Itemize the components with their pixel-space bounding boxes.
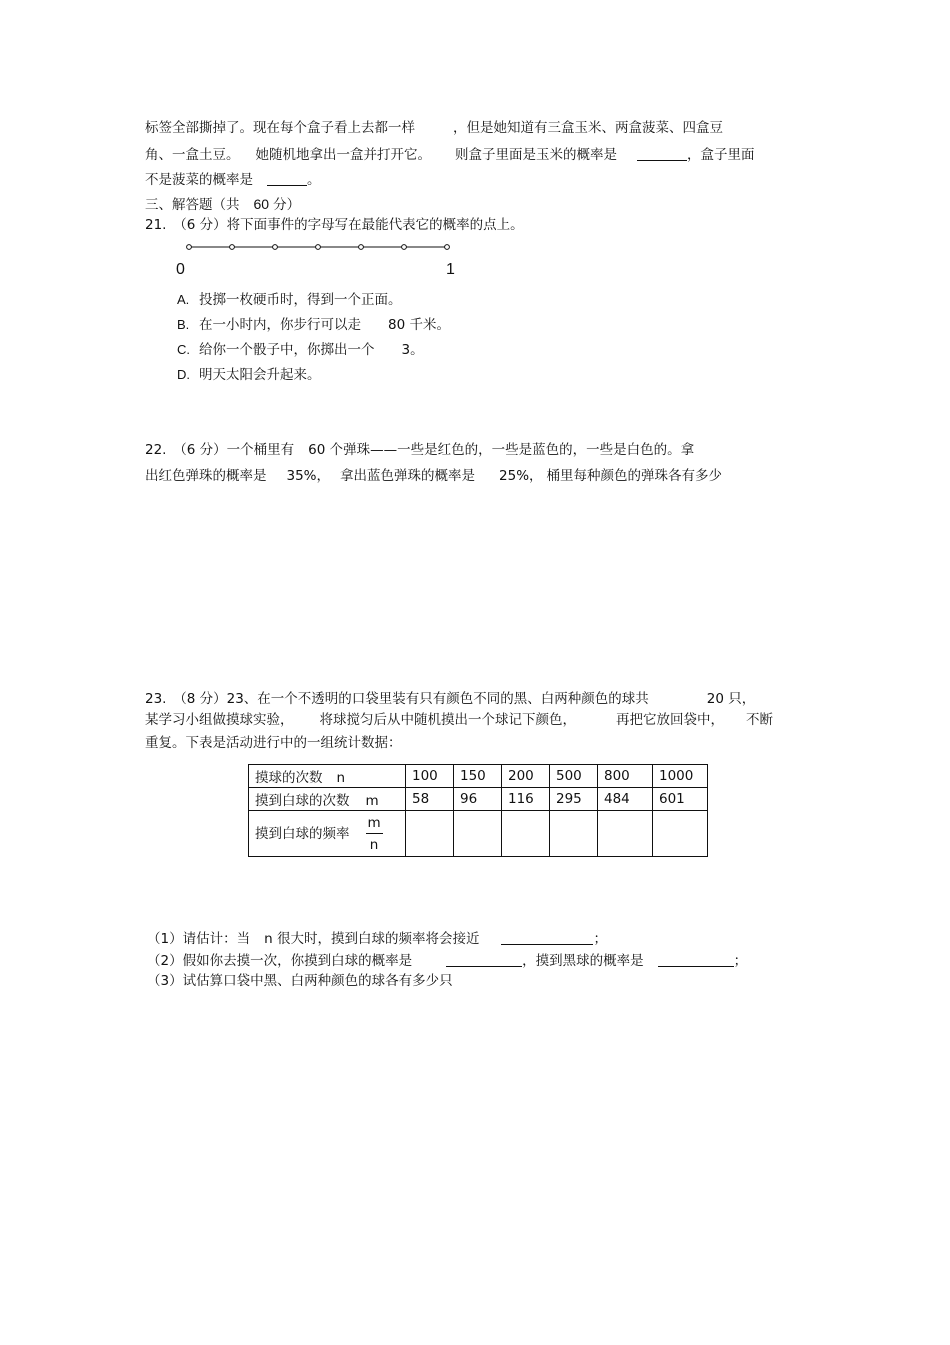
- axis-label-end: 1: [446, 261, 455, 278]
- q22-line-2: [145, 470, 722, 484]
- section-unit: 分）: [273, 197, 301, 213]
- intro-text: 不是菠菜的概率是: [145, 172, 253, 188]
- option-text: 明天太阳会升起来。: [199, 367, 321, 383]
- number-line-point[interactable]: [445, 245, 450, 250]
- q23-text: 20 只，: [706, 691, 756, 707]
- q22-text: 22. （6 分）一个桶里有: [145, 442, 295, 458]
- section-title: 三、解答题（共: [145, 197, 240, 213]
- answer-blank-black[interactable]: [658, 953, 734, 967]
- q21-stem: 21. （6 分）将下面事件的字母写在最能代表它的概率的点上。: [145, 217, 524, 233]
- fraction-denominator: n: [369, 836, 379, 853]
- q23-text: 将球搅匀后从中随机摸出一个球记下颜色，: [319, 712, 576, 728]
- q22-text: 桶里每种颜色的弹珠各有多少: [546, 468, 723, 484]
- option-text: 在一小时内，你步行可以走 80 千米。: [199, 317, 450, 333]
- sub-text: ；: [593, 931, 607, 947]
- number-line-point[interactable]: [230, 245, 235, 250]
- intro-line-2: [145, 147, 755, 163]
- sub-text: n 很大时，摸到白球的频率将会接近: [264, 931, 480, 947]
- intro-text: 她随机地拿出一盒并打开它。: [255, 147, 431, 163]
- intro-text: 标签全部撕掉了。现在每个盒子看上去都一样: [145, 120, 415, 136]
- intro-text: ，但是她知道有三盒玉米、两盒菠菜、四盒豆: [453, 120, 723, 136]
- table-row: [249, 811, 708, 857]
- fraction-numerator: m: [366, 815, 383, 834]
- q23-line-2: [145, 714, 773, 728]
- option-letter: A.: [177, 292, 190, 307]
- intro-text: ，盒子里面: [687, 147, 755, 163]
- table-cell: 100: [406, 765, 454, 788]
- table-cell: 295: [550, 788, 598, 811]
- table-cell-empty[interactable]: [406, 811, 454, 857]
- section-score: 60: [253, 196, 270, 212]
- number-line-point[interactable]: [359, 245, 364, 250]
- q23-text: 某学习小组做摸球实验，: [145, 712, 294, 728]
- number-line-point[interactable]: [187, 245, 192, 250]
- table-cell-empty[interactable]: [454, 811, 502, 857]
- table-cell: 96: [454, 788, 502, 811]
- answer-blank-frequency[interactable]: [501, 931, 593, 945]
- sub-text: （1）请估计：当: [147, 931, 251, 947]
- option-text: 给你一个骰子中，你掷出一个 3。: [199, 342, 424, 358]
- q22-text: 拿出蓝色弹珠的概率是: [340, 468, 476, 484]
- table-cell: 500: [550, 765, 598, 788]
- intro-text: 角、一盒土豆。: [145, 147, 240, 163]
- sub-text: ；: [733, 953, 748, 969]
- q23-text: 23. （8 分）23、在一个不透明的口袋里装有只有颜色不同的黑、白两种颜色的球共: [145, 691, 649, 707]
- statistics-table: [248, 764, 708, 857]
- fraction: [366, 815, 383, 853]
- table-row: [249, 788, 708, 811]
- table-cell: 1000: [653, 765, 708, 788]
- q23-text: 不断: [746, 712, 773, 728]
- q21-option-b: [177, 318, 450, 333]
- table-cell: 200: [502, 765, 550, 788]
- q21-option-d: [177, 368, 321, 383]
- q22-text: 35%，: [286, 468, 331, 484]
- number-line-point[interactable]: [402, 245, 407, 250]
- option-letter: B.: [177, 317, 190, 332]
- q21-option-a: [177, 293, 402, 308]
- intro-text: 则盒子里面是玉米的概率是: [455, 147, 617, 163]
- q22-text: 25%，: [499, 468, 543, 484]
- number-line-point[interactable]: [273, 245, 278, 250]
- table-cell: 150: [454, 765, 502, 788]
- label-text: 摸球的次数: [255, 770, 323, 786]
- table-cell-empty[interactable]: [550, 811, 598, 857]
- q23-sub-1: [147, 931, 607, 947]
- option-text: 投掷一枚硬币时，得到一个正面。: [199, 292, 402, 308]
- label-text: 摸到白球的次数: [255, 793, 350, 809]
- q23-line-3: 重复。下表是活动进行中的一组统计数据：: [145, 735, 402, 751]
- table-cell-empty[interactable]: [598, 811, 653, 857]
- q23-sub-3: （3）试估算口袋中黑、白两种颜色的球各有多少只: [147, 973, 453, 989]
- option-letter: C.: [177, 342, 190, 357]
- intro-text: 。: [307, 172, 321, 188]
- table-cell: 601: [653, 788, 708, 811]
- table-cell-empty[interactable]: [653, 811, 708, 857]
- table-row-label: [249, 765, 406, 788]
- table-cell: 116: [502, 788, 550, 811]
- number-line-point[interactable]: [316, 245, 321, 250]
- q23-line-1: [145, 693, 755, 707]
- label-var: n: [336, 770, 346, 786]
- section-heading: [145, 197, 300, 213]
- table-cell-empty[interactable]: [502, 811, 550, 857]
- option-letter: D.: [177, 367, 190, 382]
- probability-number-line: [183, 240, 455, 254]
- q22-text: 出红色弹珠的概率是: [145, 468, 267, 484]
- q21-option-c: [177, 343, 424, 358]
- label-var: m: [365, 793, 379, 809]
- answer-blank-corn[interactable]: [637, 147, 687, 161]
- table-row: [249, 765, 708, 788]
- sub-text: ，摸到黑球的概率是: [522, 953, 644, 969]
- table-cell: 800: [598, 765, 653, 788]
- sub-text: （2）假如你去摸一次，你摸到白球的概率是: [147, 953, 413, 969]
- q22-text: 60 个弹珠——一些是红色的，一些是蓝色的，一些是白色的。拿: [308, 442, 695, 458]
- table-cell: 484: [598, 788, 653, 811]
- q23-text: 再把它放回袋中，: [616, 712, 724, 728]
- table-cell: 58: [406, 788, 454, 811]
- answer-blank-not-spinach[interactable]: [267, 172, 307, 186]
- table-row-label: [249, 811, 406, 857]
- label-text: 摸到白球的频率: [255, 825, 350, 842]
- intro-line-3: [145, 172, 321, 188]
- q23-sub-2: [147, 953, 747, 969]
- axis-label-start: 0: [176, 261, 185, 278]
- q22-line-1: [145, 444, 694, 458]
- answer-blank-white[interactable]: [446, 953, 522, 967]
- table-row-label: [249, 788, 406, 811]
- intro-line-1: [145, 122, 723, 136]
